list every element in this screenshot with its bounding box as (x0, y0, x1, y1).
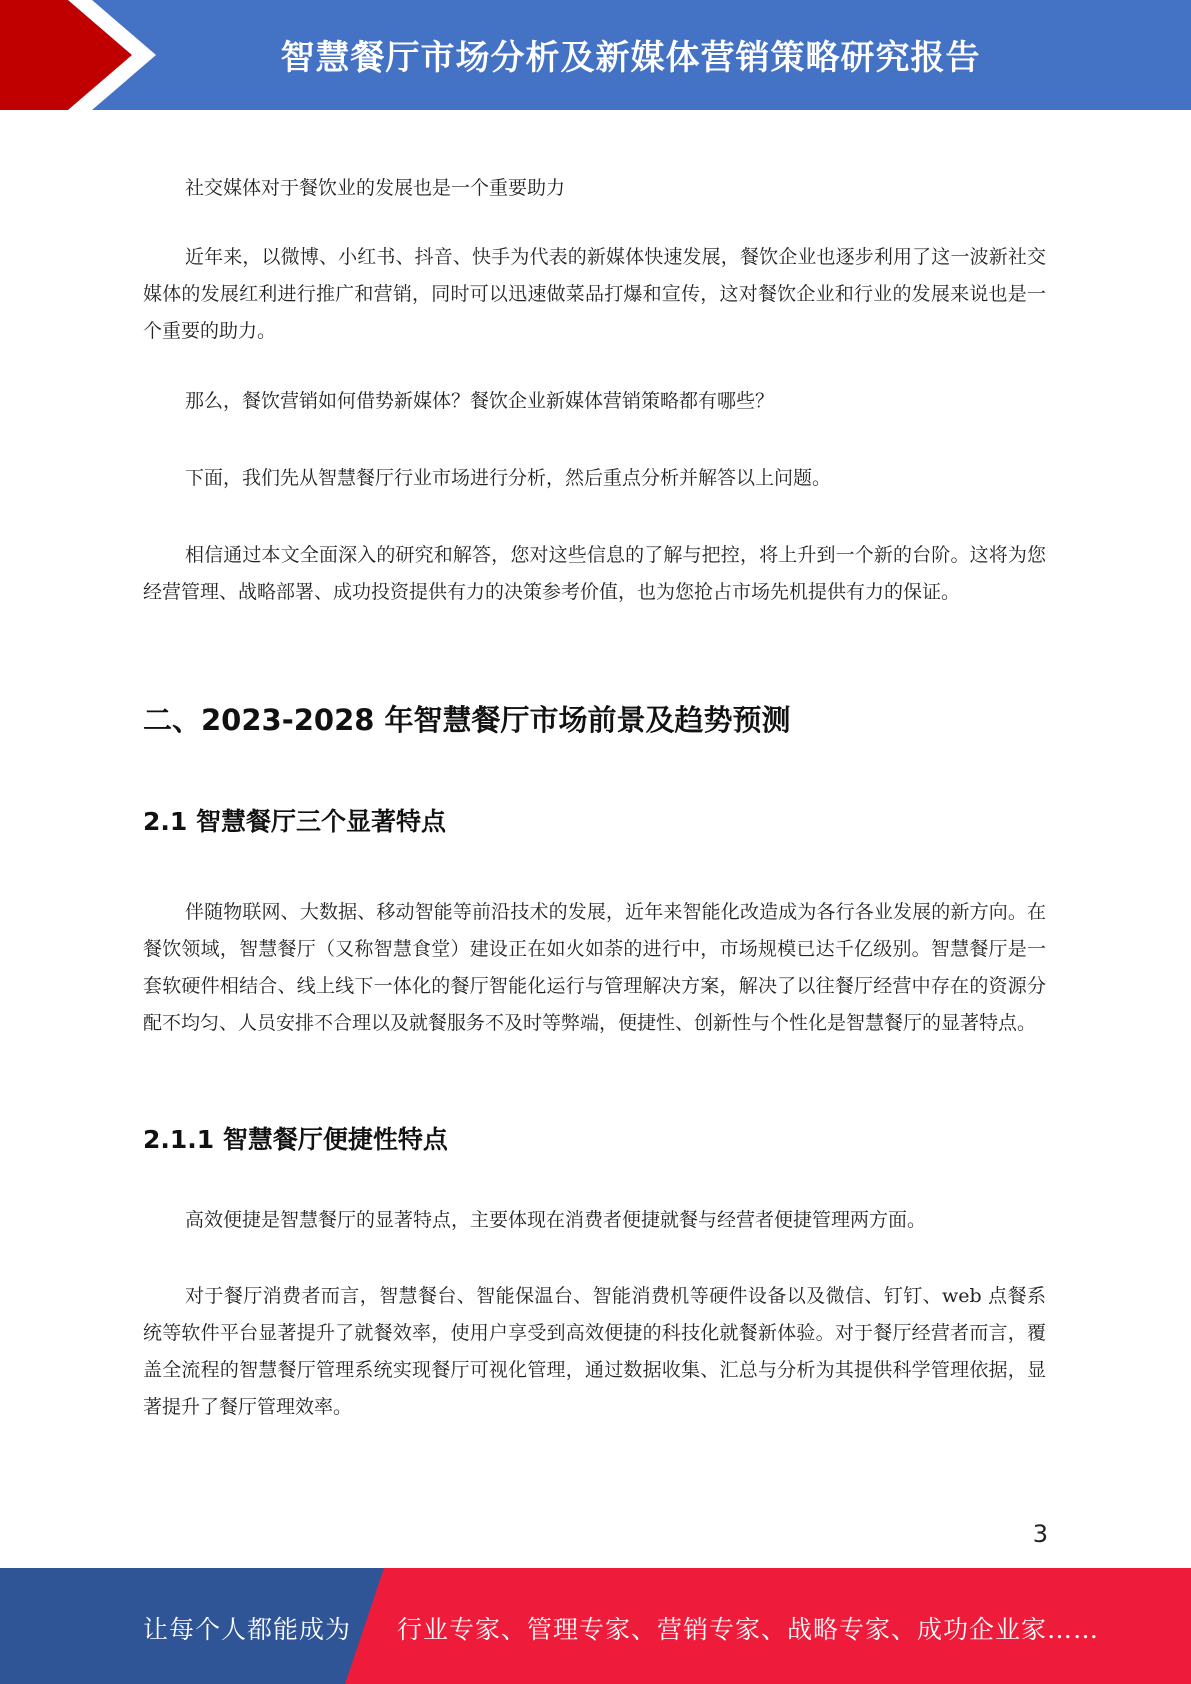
paragraph: 社交媒体对于餐饮业的发展也是一个重要助力 (185, 177, 566, 199)
subsection-heading: 2.1.1 智慧餐厅便捷性特点 (143, 1125, 448, 1154)
paragraph: 下面，我们先从智慧餐厅行业市场进行分析，然后重点分析并解答以上问题。 (185, 467, 832, 489)
subsection-heading: 2.1 智慧餐厅三个显著特点 (143, 807, 446, 836)
paragraph: 那么，餐饮营销如何借势新媒体？餐饮企业新媒体营销策略都有哪些？ (185, 390, 775, 412)
footer-slogan-right: 行业专家、管理专家、营销专家、战略专家、成功企业家…… (397, 1615, 1100, 1644)
paragraph: 相信通过本文全面深入的研究和解答，您对这些信息的了解与把控，将上升到一个新的台阶。这将为您经营管理、战略部署、成功投资提供有力的决策参考价值，也为您抢占市场先机提供有力的保证。 (143, 544, 1046, 603)
paragraph: 对于餐厅消费者而言，智慧餐台、智能保温台、智能消费机等硬件设备以及微信、钉钉、web 点餐系统等软件平台显著提升了就餐效率，使用户享受到高效便捷的科技化就餐新体验。对于餐厅经营者而言，覆盖全流程的智慧餐厅管理系统实现餐厅可视化管理，通过数据收集、汇总与分析为其提供科学管理依据，显著提升了餐厅管理效率。 (143, 1285, 1046, 1418)
page-number: 3 (1032, 1520, 1048, 1548)
header-banner (0, 0, 1191, 110)
paragraph: 高效便捷是智慧餐厅的显著特点，主要体现在消费者便捷就餐与经营者便捷管理两方面。 (185, 1209, 927, 1231)
paragraph: 近年来，以微博、小红书、抖音、快手为代表的新媒体快速发展，餐饮企业也逐步利用了这一波新社交媒体的发展红利进行推广和营销，同时可以迅速做菜品打爆和宣传，这对餐饮企业和行业的发展来说也是一个重要的助力。 (143, 246, 1046, 342)
footer-slogan-left: 让每个人都能成为 (143, 1615, 352, 1644)
section-heading: 二、2023-2028 年智慧餐厅市场前景及趋势预测 (143, 703, 791, 737)
report-title: 智慧餐厅市场分析及新媒体营销策略研究报告 (280, 38, 981, 78)
footer-banner (0, 1568, 1191, 1684)
paragraph: 伴随物联网、大数据、移动智能等前沿技术的发展，近年来智能化改造成为各行各业发展的新方向。在餐饮领域，智慧餐厅（又称智慧食堂）建设正在如火如荼的进行中，市场规模已达千亿级别。智慧餐厅是一套软硬件相结合、线上线下一体化的餐厅智能化运行与管理解决方案，解决了以往餐厅经营中存在的资源分配不均匀、人员安排不合理以及就餐服务不及时等弊端，便捷性、创新性与个性化是智慧餐厅的显著特点。 (143, 901, 1046, 1034)
